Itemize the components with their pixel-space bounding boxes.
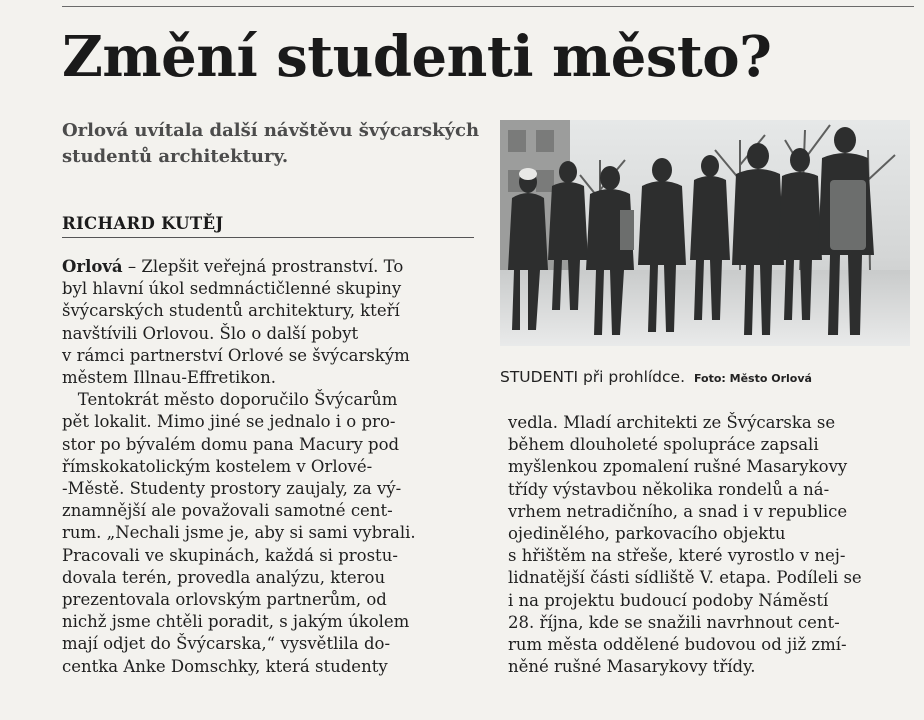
article-line: Tentokrát město doporučilo Švýcarům xyxy=(62,390,398,410)
article-line: během dlouholeté spolupráce zapsali xyxy=(508,435,819,455)
article-column-1 xyxy=(62,256,482,678)
article-line: mají odjet do Švýcarska,“ vysvětlila do- xyxy=(62,634,391,654)
article-line: prezentovala orlovským partnerům, od xyxy=(62,590,387,610)
article-line: švýcarských studentů architektury, kteří xyxy=(62,301,400,321)
headline: Změní studenti město? xyxy=(62,24,772,90)
article-line: dovala terén, provedla analýzu, kterou xyxy=(62,567,386,587)
article-line: něné rušné Masarykovy třídy. xyxy=(508,657,756,677)
article-line: znamnější ale považovali samotné cent- xyxy=(62,501,393,521)
article-line: vrhem netradičního, a snad i v republice xyxy=(508,501,848,521)
article-line: -Městě. Studenty prostory zaujaly, za vý- xyxy=(62,479,402,499)
article-line: rum. „Nechali jsme je, aby si sami vybrali. xyxy=(62,523,416,543)
article-line: pět lokalit. Mimo jiné se jednalo i o pro- xyxy=(62,412,396,432)
article-line: nichž jsme chtěli poradit, s jakým úkolem xyxy=(62,612,410,632)
article-line: 28. října, kde se snažili navrhnout cent- xyxy=(508,612,840,632)
article-line: rum města oddělené budovou od již zmí- xyxy=(508,635,847,655)
article-line: Orlová – Zlepšit veřejná prostranství. To xyxy=(62,257,404,276)
top-rule xyxy=(62,6,914,7)
article-line: třídy výstavbou několika rondelů a ná- xyxy=(508,479,830,499)
students-photo-illustration xyxy=(500,120,910,346)
article-line: městem Illnau-Effretikon. xyxy=(62,368,277,388)
caption-text: STUDENTI při prohlídce. xyxy=(500,368,686,386)
article-column-2 xyxy=(508,412,908,678)
article-line: i na projektu budoucí podoby Náměstí xyxy=(508,590,829,610)
byline: RICHARD KUTĚJ xyxy=(62,214,224,233)
article-line: vedla. Mladí architekti ze Švýcarska se xyxy=(508,413,836,432)
article-line: centka Anke Domschky, která studenty xyxy=(62,656,388,676)
dateline: Orlová xyxy=(62,257,123,276)
article-line: myšlenkou zpomalení rušné Masarykovy xyxy=(508,457,848,477)
photo-caption xyxy=(500,368,920,386)
photo-credit: Foto: Město Orlová xyxy=(693,372,812,385)
article-line: v rámci partnerství Orlové se švýcarským xyxy=(62,345,410,365)
byline-rule xyxy=(62,237,474,238)
article-line: s hřištěm na střeše, které vyrostlo v nej- xyxy=(508,546,846,566)
subtitle: Orlová uvítala další návštěvu švýcarských studentů architektury. xyxy=(62,120,480,167)
article-line: navštívili Orlovou. Šlo o další pobyt xyxy=(62,323,359,343)
article-line: římskokatolickým kostelem v Orlové- xyxy=(62,456,373,476)
news-photo xyxy=(500,120,910,346)
article-line: Pracovali ve skupinách, každá si prostu- xyxy=(62,545,398,565)
article-line: stor po bývalém domu pana Macury pod xyxy=(62,434,400,454)
article-line: ojedinělého, parkovacího objektu xyxy=(508,524,786,544)
article-line: byl hlavní úkol sedmnáctičlenné skupiny xyxy=(62,279,402,299)
article-line: lidnatější části sídliště V. etapa. Podíleli se xyxy=(508,568,862,588)
